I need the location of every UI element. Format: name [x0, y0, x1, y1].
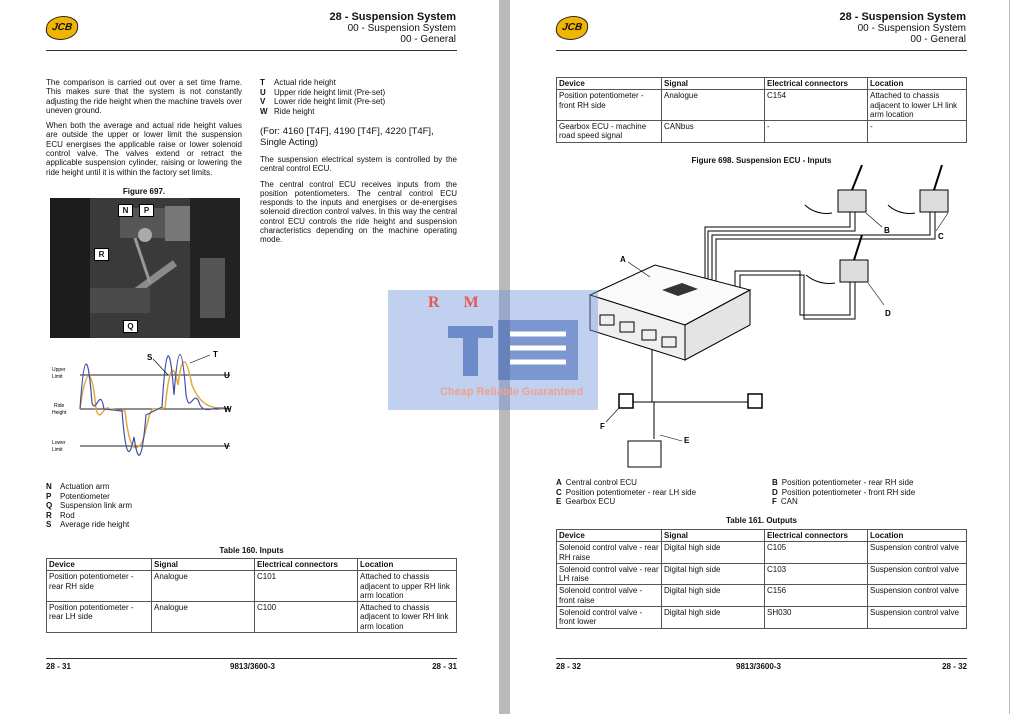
- gearbox-ecu: [628, 441, 661, 467]
- table-cell: -: [765, 121, 868, 143]
- legend-row: V Lower ride height limit (Pre-set): [260, 97, 386, 107]
- table-cell: Solenoid control valve - rear RH raise: [557, 542, 662, 564]
- document-number: 9813/3600-3: [736, 662, 781, 671]
- table-cell: Position potentiometer - rear RH side: [47, 571, 152, 602]
- photo-label-p: P: [139, 204, 154, 217]
- table-cell: Suspension control valve: [868, 542, 967, 564]
- table-row: [557, 585, 967, 607]
- column-header: Electrical connectors: [255, 559, 358, 571]
- inputs-table-continued: [556, 77, 967, 143]
- table-cell: C154: [765, 90, 868, 121]
- table-cell: Position potentiometer - rear LH side: [47, 602, 152, 633]
- diagram-label-c: C: [938, 232, 944, 241]
- column-header: Location: [868, 530, 967, 542]
- table-cell: C105: [765, 542, 868, 564]
- table-header-row: [47, 559, 457, 571]
- wrench-document-icon: [438, 316, 588, 382]
- photo-legend: [46, 482, 132, 530]
- table-header-row: [557, 530, 967, 542]
- diagram-label-b: B: [884, 226, 890, 235]
- page-number: 28 - 32: [942, 662, 967, 671]
- legend-row: S Average ride height: [46, 520, 130, 530]
- y-label-height: Height: [52, 410, 67, 416]
- column-header: Device: [557, 78, 662, 90]
- table-header-row: [557, 78, 967, 90]
- photo-label-q: Q: [123, 320, 138, 333]
- suspension-photo: [50, 198, 240, 338]
- diagram-label-d: D: [885, 309, 891, 318]
- outputs-table: [556, 529, 967, 629]
- table-cell: Analogue: [152, 571, 255, 602]
- table-cell: Position potentiometer - front RH side: [557, 90, 662, 121]
- graph-label-t: T: [213, 350, 218, 359]
- diagram-label-e: E: [684, 436, 690, 445]
- central-control-ecu: [590, 265, 750, 360]
- table-cell: Suspension control valve: [868, 607, 967, 629]
- photo-illustration: [50, 198, 240, 338]
- column-header: Electrical connectors: [765, 530, 868, 542]
- document-number: 9813/3600-3: [230, 662, 275, 671]
- legend-row: Q Suspension link arm: [46, 501, 133, 511]
- jcb-logo: JCB: [554, 16, 589, 40]
- table-caption: Table 161. Outputs: [726, 516, 797, 525]
- table-row: [557, 90, 967, 121]
- table-row: [47, 602, 457, 633]
- table-row: [557, 563, 967, 585]
- potentiometer-d: [806, 235, 868, 283]
- intro-text: [46, 78, 242, 183]
- can-node-right: [748, 394, 762, 408]
- table-row: [557, 607, 967, 629]
- column-header: Signal: [662, 78, 765, 90]
- graph-label-w: W: [224, 405, 232, 414]
- table-cell: Digital high side: [662, 542, 765, 564]
- legend-row: R Rod: [46, 510, 75, 520]
- table-cell: C101: [255, 571, 358, 602]
- potentiometer-b: [805, 165, 866, 213]
- page-number: 28 - 31: [46, 662, 71, 671]
- graph-label-s: S: [147, 353, 153, 362]
- column-header: Device: [557, 530, 662, 542]
- y-label-lower-limit: Limit: [52, 447, 63, 453]
- table-cell: -: [868, 121, 967, 143]
- page-number: 28 - 31: [432, 662, 457, 671]
- table-cell: Digital high side: [662, 607, 765, 629]
- ride-height-graph: [50, 345, 245, 480]
- legend-row: A Central control ECU: [556, 478, 637, 487]
- column-header: Device: [47, 559, 152, 571]
- column-header: Electrical connectors: [765, 78, 868, 90]
- table-cell: Suspension control valve: [868, 563, 967, 585]
- table-cell: Gearbox ECU - machine road speed signal: [557, 121, 662, 143]
- page-header: [329, 12, 456, 45]
- paragraph: The suspension electrical system is controlled by the central control ECU.: [260, 155, 457, 174]
- section-title: 28 - Suspension System: [329, 11, 456, 23]
- graph-legend: [260, 78, 385, 116]
- table-cell: SH030: [765, 607, 868, 629]
- table-cell: Digital high side: [662, 563, 765, 585]
- page-number: 28 - 32: [556, 662, 581, 671]
- legend-row: P Potentiometer: [46, 491, 110, 501]
- legend-row: B Position potentiometer - rear RH side: [772, 478, 914, 487]
- table-cell: Attached to chassis adjacent to upper RH link arm location: [358, 571, 457, 602]
- table-cell: Attached to chassis adjacent to lower RH link arm location: [358, 602, 457, 633]
- legend-row: N Actuation arm: [46, 482, 110, 491]
- table-cell: Suspension control valve: [868, 585, 967, 607]
- ecu-wiring-diagram: [570, 165, 970, 475]
- column-header: Signal: [662, 530, 765, 542]
- y-label-ride: Ride: [54, 403, 65, 409]
- graph-label-v: V: [224, 442, 230, 451]
- section-sub1: 00 - Suspension System: [347, 23, 456, 34]
- y-label-upper: Upper: [52, 367, 66, 373]
- diagram-legend-left: [556, 478, 761, 507]
- footer-divider: [46, 658, 457, 659]
- page-header: [839, 12, 966, 45]
- legend-row: C Position potentiometer - rear LH side: [556, 487, 697, 497]
- table-cell: Analogue: [662, 90, 765, 121]
- table-cell: Attached to chassis adjacent to lower LH link arm location: [868, 90, 967, 121]
- watermark-slogan: Cheap Reliable Guaranteed: [440, 386, 584, 398]
- watermark-initials: R M: [428, 294, 489, 311]
- paragraph: The central control ECU receives inputs from the position potentiometers. The central control ECU responds to the inputs and energises or de-energises solenoid direction control valves. In this way the central control ECU controls the ride height and suspension characteristics depending on the machine operating mode.: [260, 179, 457, 245]
- table-cell: Solenoid control valve - rear LH raise: [557, 563, 662, 585]
- legend-row: E Gearbox ECU: [556, 497, 616, 507]
- watermark: [388, 290, 598, 410]
- diagram-label-f: F: [600, 422, 605, 431]
- section-sub1: 00 - Suspension System: [857, 23, 966, 34]
- table-cell: Analogue: [152, 602, 255, 633]
- table-cell: C103: [765, 563, 868, 585]
- header-divider: [556, 50, 967, 51]
- section-title: 28 - Suspension System: [839, 11, 966, 23]
- table-cell: CANbus: [662, 121, 765, 143]
- jcb-logo: JCB: [44, 16, 79, 40]
- legend-row: F CAN: [772, 497, 798, 507]
- footer-divider: [556, 658, 967, 659]
- inputs-table: [46, 558, 457, 633]
- diagram-label-a: A: [620, 255, 626, 264]
- can-node-left: [619, 394, 633, 408]
- legend-row: T Actual ride height: [260, 78, 336, 87]
- table-row: [557, 542, 967, 564]
- table-cell: Solenoid control valve - front raise: [557, 585, 662, 607]
- system-description: [260, 155, 457, 251]
- potentiometer-c: [888, 165, 948, 213]
- table-cell: Digital high side: [662, 585, 765, 607]
- column-header: Signal: [152, 559, 255, 571]
- column-header: Location: [358, 559, 457, 571]
- table-cell: C100: [255, 602, 358, 633]
- table-cell: C156: [765, 585, 868, 607]
- graph-label-u: U: [224, 371, 230, 380]
- paragraph: When both the average and actual ride height values are outside the upper or lower limit the suspension ECU energises the applicable raise or lower solenoid control valve. The valves extend or retract the applicable suspension cylinder, raising or lowering the ride height until it is within the factory set limits.: [46, 121, 242, 177]
- legend-row: U Upper ride height limit (Pre-set): [260, 87, 386, 97]
- table-row: [557, 121, 967, 143]
- legend-row: D Position potentiometer - front RH side: [772, 487, 916, 497]
- column-header: Location: [868, 78, 967, 90]
- photo-label-r: R: [94, 248, 109, 261]
- section-sub2: 00 - General: [400, 34, 456, 45]
- models-heading: (For: 4160 [T4F], 4190 [T4F], 4220 [T4F], Single Acting): [260, 126, 434, 148]
- table-cell: Solenoid control valve - front lower: [557, 607, 662, 629]
- legend-row: W Ride height: [260, 106, 315, 116]
- header-divider: [46, 50, 457, 51]
- figure-caption: Figure 698. Suspension ECU - Inputs: [691, 156, 832, 165]
- photo-label-n: N: [118, 204, 133, 217]
- figure-caption: Figure 697.: [122, 187, 166, 196]
- table-row: [47, 571, 457, 602]
- table-caption: Table 160. Inputs: [219, 546, 284, 555]
- y-label-lower: Lower: [52, 440, 66, 446]
- diagram-legend-right: [772, 478, 972, 507]
- y-label-upper-limit: Limit: [52, 374, 63, 380]
- section-sub2: 00 - General: [910, 34, 966, 45]
- paragraph: The comparison is carried out over a set time frame. This makes sure that the system is not constantly adjusting the ride height when the machine travels over uneven ground.: [46, 78, 242, 115]
